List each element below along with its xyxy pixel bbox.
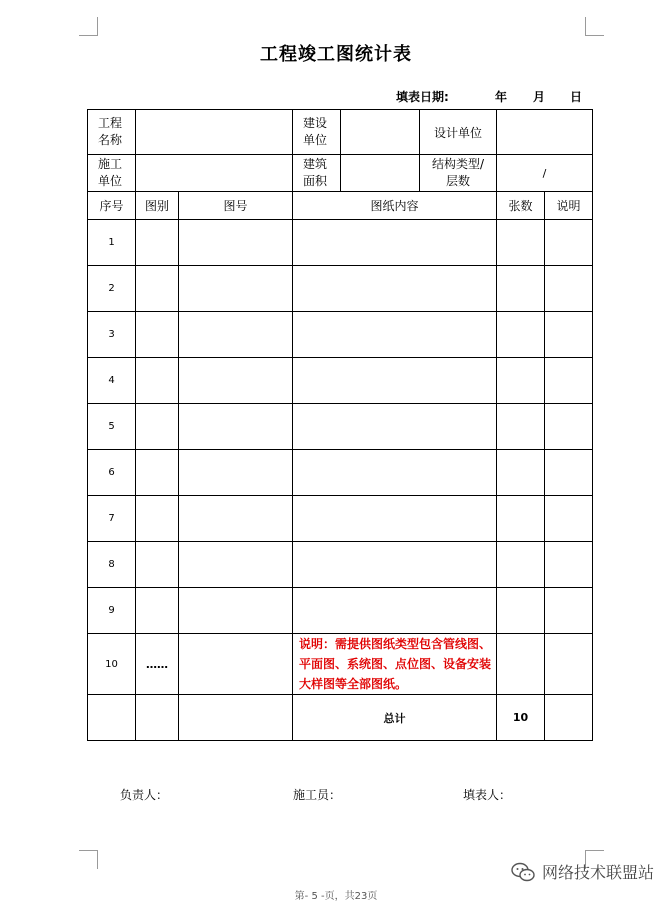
row-drawing-number-cell[interactable] — [179, 588, 293, 634]
row-drawing-number-cell[interactable] — [179, 634, 293, 695]
row-sheet-count-cell[interactable] — [497, 542, 545, 588]
row-drawing-content-cell[interactable] — [293, 542, 497, 588]
row-category-cell[interactable] — [136, 588, 179, 634]
total-remark-cell — [545, 695, 593, 741]
total-label: 总计 — [293, 695, 497, 741]
row-drawing-number-cell[interactable] — [179, 404, 293, 450]
row-number: 4 — [88, 358, 136, 404]
row-remark-cell[interactable] — [545, 450, 593, 496]
table-row — [88, 634, 593, 695]
row-sheet-count-cell[interactable] — [497, 220, 545, 266]
info-row-project — [88, 110, 593, 155]
watermark-text: 网络技术联盟站 — [542, 863, 655, 882]
row-remark-cell[interactable] — [545, 404, 593, 450]
builder-label: 建设 单位 — [293, 110, 341, 155]
date-month-label: 月 — [533, 90, 546, 104]
date-year-label: 年 — [495, 90, 508, 104]
row-number: 7 — [88, 496, 136, 542]
row-remark-cell[interactable] — [545, 496, 593, 542]
watermark — [510, 860, 654, 883]
row-number: 5 — [88, 404, 136, 450]
row-sheet-count-cell[interactable] — [497, 358, 545, 404]
header-drawing-content: 图纸内容 — [293, 192, 497, 220]
area-label: 建筑 面积 — [293, 155, 341, 192]
table-row — [88, 312, 593, 358]
row-number: 6 — [88, 450, 136, 496]
date-day-label: 日 — [570, 90, 583, 104]
project-name-field[interactable] — [136, 110, 293, 155]
designer-field[interactable] — [497, 110, 593, 155]
row-number: 3 — [88, 312, 136, 358]
row-drawing-number-cell[interactable] — [179, 450, 293, 496]
row-sheet-count-cell[interactable] — [497, 588, 545, 634]
table-row — [88, 496, 593, 542]
page-footer: 第- 5 -页，共23页 — [294, 891, 378, 902]
document-title: 工程竣工图统计表 — [260, 44, 412, 65]
header-category: 图别 — [136, 192, 179, 220]
fill-date-label: 填表日期: — [396, 90, 449, 104]
row-remark-cell[interactable] — [545, 542, 593, 588]
row-remark-cell[interactable] — [545, 220, 593, 266]
header-row — [88, 192, 593, 220]
row-sheet-count-cell[interactable] — [497, 404, 545, 450]
total-empty-cell — [179, 695, 293, 741]
row-sheet-count-cell[interactable] — [497, 496, 545, 542]
row-number: 9 — [88, 588, 136, 634]
row-drawing-content-cell[interactable] — [293, 312, 497, 358]
row-drawing-content-cell[interactable] — [293, 358, 497, 404]
row-drawing-number-cell[interactable] — [179, 220, 293, 266]
row-category-cell[interactable]: …… — [136, 634, 179, 695]
row-number: 10 — [88, 634, 136, 695]
total-row — [88, 695, 593, 741]
drawing-rows — [88, 220, 593, 634]
table-row — [88, 542, 593, 588]
table-row — [88, 220, 593, 266]
row-drawing-number-cell[interactable] — [179, 542, 293, 588]
row-category-cell[interactable] — [136, 404, 179, 450]
table-row — [88, 266, 593, 312]
row-drawing-number-cell[interactable] — [179, 358, 293, 404]
page-corner-mark-top-left — [79, 17, 98, 36]
drawing-statistics-table — [87, 109, 593, 741]
header-serial: 序号 — [88, 192, 136, 220]
header-drawing-number: 图号 — [179, 192, 293, 220]
table-row — [88, 588, 593, 634]
header-sheet-count: 张数 — [497, 192, 545, 220]
row-category-cell[interactable] — [136, 542, 179, 588]
designer-label: 设计单位 — [420, 110, 497, 155]
total-empty-cell — [88, 695, 136, 741]
row-remark-cell[interactable] — [545, 266, 593, 312]
row-drawing-number-cell[interactable] — [179, 496, 293, 542]
row-drawing-number-cell[interactable] — [179, 312, 293, 358]
constructor-label: 施工员： — [293, 788, 342, 802]
table-row — [88, 358, 593, 404]
builder-field[interactable] — [341, 110, 420, 155]
row-remark-cell[interactable] — [545, 312, 593, 358]
area-field[interactable] — [341, 155, 420, 192]
row-number: 1 — [88, 220, 136, 266]
row-category-cell[interactable] — [136, 358, 179, 404]
row-sheet-count-cell[interactable] — [497, 634, 545, 695]
total-empty-cell — [136, 695, 179, 741]
table-row — [88, 404, 593, 450]
row-drawing-content-cell[interactable] — [293, 266, 497, 312]
row-category-cell[interactable] — [136, 220, 179, 266]
row-category-cell[interactable] — [136, 496, 179, 542]
contractor-label: 施工 单位 — [88, 155, 136, 192]
table-row — [88, 450, 593, 496]
contractor-field[interactable] — [136, 155, 293, 192]
row-drawing-number-cell[interactable] — [179, 266, 293, 312]
row-category-cell[interactable] — [136, 266, 179, 312]
filler-label: 填表人： — [463, 788, 512, 802]
row-category-cell[interactable] — [136, 312, 179, 358]
project-name-label: 工程 名称 — [88, 110, 136, 155]
total-count: 10 — [497, 695, 545, 741]
row-sheet-count-cell[interactable] — [497, 266, 545, 312]
row-category-cell[interactable] — [136, 450, 179, 496]
row-drawing-content-cell[interactable] — [293, 588, 497, 634]
wechat-icon — [510, 861, 536, 883]
row-drawing-content-cell[interactable] — [293, 496, 497, 542]
row-sheet-count-cell[interactable] — [497, 312, 545, 358]
row-drawing-content-cell[interactable] — [293, 220, 497, 266]
page-corner-mark-bottom-left — [79, 850, 98, 869]
row-sheet-count-cell[interactable] — [497, 450, 545, 496]
page-corner-mark-top-right — [585, 17, 604, 36]
row-drawing-content-cell[interactable] — [293, 450, 497, 496]
row-remark-cell[interactable] — [545, 634, 593, 695]
row-remark-cell[interactable] — [545, 588, 593, 634]
drawing-type-note: 说明：需提供图纸类型包含管线图、平面图、系统图、点位图、设备安装大样图等全部图纸。 — [293, 634, 497, 695]
info-row-contractor — [88, 155, 593, 192]
row-drawing-content-cell[interactable] — [293, 404, 497, 450]
row-number: 8 — [88, 542, 136, 588]
header-remark: 说明 — [545, 192, 593, 220]
row-remark-cell[interactable] — [545, 358, 593, 404]
structure-label: 结构类型/ 层数 — [420, 155, 497, 192]
structure-field[interactable]: / — [497, 155, 593, 192]
row-number: 2 — [88, 266, 136, 312]
responsible-person-label: 负责人： — [120, 788, 169, 802]
